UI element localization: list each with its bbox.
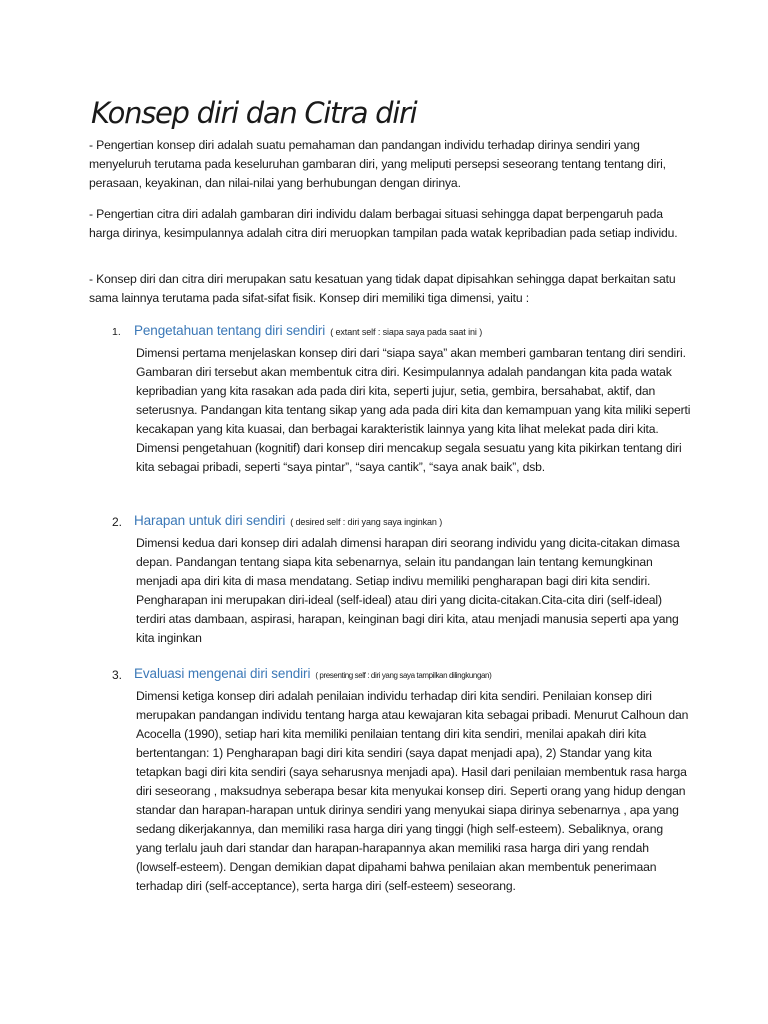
list-item-body: Dimensi kedua dari konsep diri adalah dimensi harapan diri seorang individu yang dicita-citakan dimasa depan. Pandangan tentang siapa kita sebenarnya, selain itu pandangan lain tentang kemungkinan menjadi apa diri kita di masa mendatang. Setiap indivu memiliki pengharapan bagi diri kita sendiri. Pengharapan ini merupakan diri-ideal (self-ideal) atau diri yang dicita-citakan.Cita-cita diri (self-ideal) terdiri atas dambaan, aspirasi, harapan, keinginan bagi diri kita, atau menjadi manusia seperti apa yang kita inginkan [136, 536, 680, 645]
list-item-heading: Pengetahuan tentang diri sendiri [134, 323, 326, 338]
list-number: 1. [112, 326, 121, 338]
list-item-heading-row [134, 665, 491, 683]
list-item-heading-row [134, 512, 442, 530]
list-item-heading: Harapan untuk diri sendiri [134, 513, 286, 528]
list-item-heading: Evaluasi mengenai diri sendiri [134, 666, 311, 681]
list-number: 2. [112, 515, 123, 529]
paragraph-konsep-diri: - Pengertian konsep diri adalah suatu pemahaman dan pandangan individu terhadap dirinya sendiri yang menyeluruh terutama pada keseluruhan gambaran diri, yang meliputi persepsi seseorang tentang tentang diri, perasaan, keyakinan, dan nilai-nilai yang berhubungan dengan dirinya. [89, 138, 666, 190]
list-item-body: Dimensi pertama menjelaskan konsep diri dari “siapa saya” akan memberi gambaran tentang diri sendiri. Gambaran diri tersebut akan membentuk citra diri. Kesimpulannya adalah pandangan kita pada watak kepribadian yang kita rasakan ada pada diri kita, seperti jujur, setia, gembira, bersahabat, aktif, dan seterusnya. Pandangan kita tentang sikap yang ada pada diri kita dan kemampuan yang kita miliki seperti kecakapan yang kita kuasai, dan berbagai karakteristik lainnya yang kita lihat melekat pada diri kita. Dimensi pengetahuan (kognitif) dari konsep diri mencakup segala sesuatu yang kita pikirkan tentang diri kita sebagai pribadi, seperti “saya pintar”, “saya cantik”, “saya anak baik”, dsb. [136, 346, 691, 474]
document-title: Konsep diri dan Citra diri [91, 96, 417, 130]
list-item-note: ( desired self : diri yang saya inginkan ) [290, 517, 443, 527]
list-item-note: ( presenting self : diri yang saya tampilkan dilingkungan) [315, 671, 492, 680]
list-item-note: ( extant self : siapa saya pada saat ini ) [330, 327, 483, 337]
list-number: 3. [112, 668, 123, 682]
paragraph-citra-diri: - Pengertian citra diri adalah gambaran diri individu dalam berbagai situasi sehingga dapat berpengaruh pada harga dirinya, kesimpulannya adalah citra diri meruopkan tampilan pada watak kepribadian pada setiap individu. [89, 207, 678, 240]
list-item-body: Dimensi ketiga konsep diri adalah penilaian individu terhadap diri kita sendiri. Penilaian konsep diri merupakan pandangan individu tentang harga atau kewajaran kita sebagai pribadi. Menurut Calhoun dan Acocella (1990), setiap hari kita memiliki penilaian tentang diri kita sendiri, menilai apakah diri kita bertentangan: 1) Pengharapan bagi diri kita sendiri (saya dapat menjadi apa), 2) Standar yang kita tetapkan bagi diri kita sendiri (saya seharusnya menjadi apa). Hasil dari penilaian membentuk rasa harga diri seseorang , maksudnya seberapa besar kita menyukai konsep diri. Seperti orang yang hidup dengan standar dan harapan-harapan untuk dirinya sendiri yang menyukai siapa dirinya sebenarnya , apa yang sedang dikerjakannya, dan memiliki rasa harga diri yang tinggi (high self-esteem). Sebaliknya, orang yang terlalu jauh dari standar dan harapan-harapannya akan memiliki rasa harga diri yang rendah (lowself-esteem). Dengan demikian dapat dipahami bahwa penilaian akan membentuk penerimaan terhadap diri (self-acceptance), serta harga diri (self-esteem) seseorang. [136, 689, 689, 893]
list-item-heading-row [134, 322, 482, 340]
paragraph-kesatuan: - Konsep diri dan citra diri merupakan satu kesatuan yang tidak dapat dipisahkan sehingga dapat berkaitan satu sama lainnya terutama pada sifat-sifat fisik. Konsep diri memiliki tiga dimensi, yaitu : [89, 272, 676, 305]
